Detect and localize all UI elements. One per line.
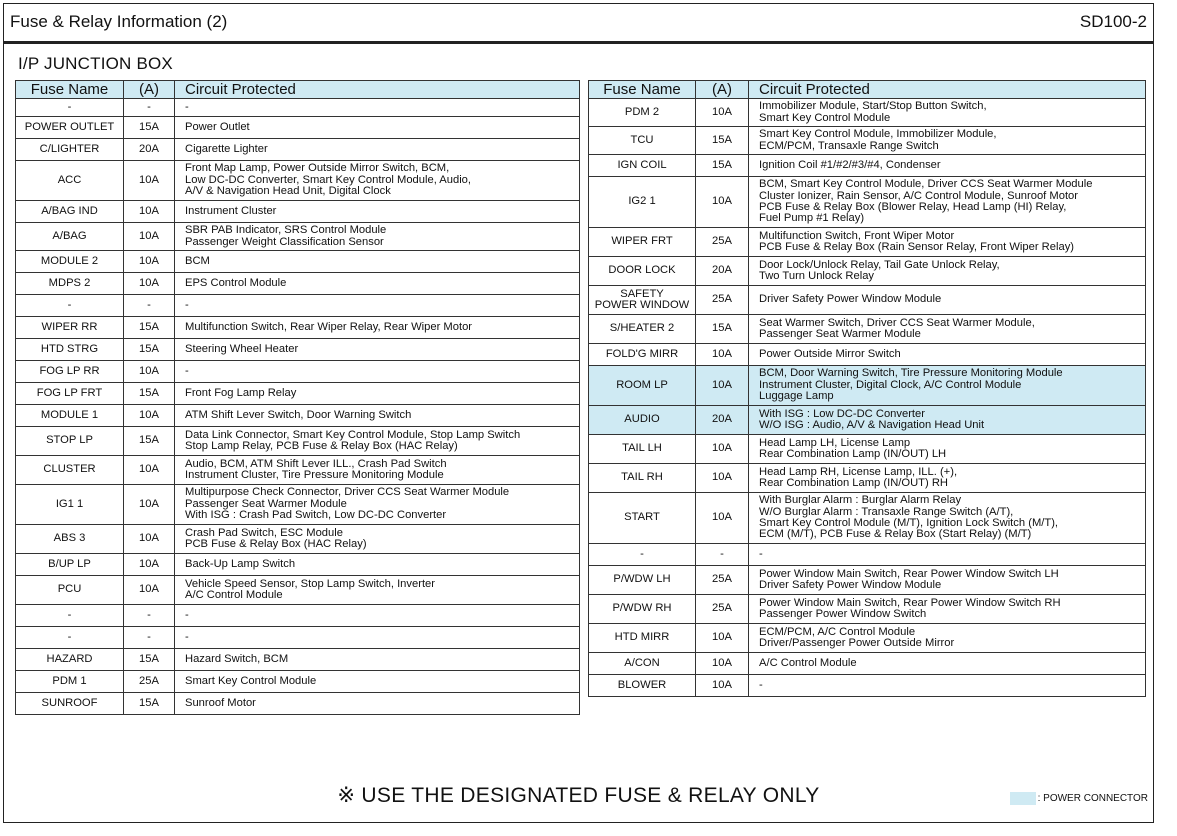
amp-cell: 10A xyxy=(124,223,175,251)
amp-cell: 25A xyxy=(696,566,749,595)
amp-cell: 10A xyxy=(696,464,749,493)
circuit-cell: BCM, Door Warning Switch, Tire Pressure Monitoring Module Instrument Cluster, Digital Clock, A/C Control Module Luggage Lamp xyxy=(749,366,1146,406)
circuit-cell: Driver Safety Power Window Module xyxy=(749,286,1146,315)
table-header-row xyxy=(589,81,1146,99)
fuse-name-cell: IG1 1 xyxy=(16,485,124,525)
table-row xyxy=(589,177,1146,228)
circuit-cell: Data Link Connector, Smart Key Control Module, Stop Lamp Switch Stop Lamp Relay, PCB Fuse & Relay Box (HAC Relay) xyxy=(175,427,580,456)
table-row xyxy=(589,653,1146,675)
amp-cell: 10A xyxy=(696,366,749,406)
table-row xyxy=(16,485,580,525)
table-row xyxy=(589,257,1146,286)
table-row xyxy=(589,566,1146,595)
fuse-name-cell: FOLD'G MIRR xyxy=(589,344,696,366)
amp-cell: 20A xyxy=(124,139,175,161)
table-row xyxy=(16,317,580,339)
fuse-name-cell: START xyxy=(589,493,696,544)
fuse-name-cell: SAFETY POWER WINDOW xyxy=(589,286,696,315)
amp-cell: 10A xyxy=(696,177,749,228)
table-row xyxy=(589,127,1146,155)
fuse-name-cell: - xyxy=(16,295,124,317)
table-row xyxy=(589,544,1146,566)
fuse-name-cell: IG2 1 xyxy=(589,177,696,228)
circuit-cell: SBR PAB Indicator, SRS Control Module Passenger Weight Classification Sensor xyxy=(175,223,580,251)
table-row xyxy=(16,161,580,201)
circuit-cell: Front Map Lamp, Power Outside Mirror Switch, BCM, Low DC-DC Converter, Smart Key Control Module, Audio, A/V & Navigation Head Unit, Digital Clock xyxy=(175,161,580,201)
fuse-name-cell: FOG LP RR xyxy=(16,361,124,383)
amp-cell: 10A xyxy=(696,493,749,544)
table-row xyxy=(16,251,580,273)
table-row xyxy=(589,624,1146,653)
amp-cell: 15A xyxy=(124,427,175,456)
amp-cell: 10A xyxy=(696,344,749,366)
circuit-cell: Multifunction Switch, Front Wiper Motor PCB Fuse & Relay Box (Rain Sensor Relay, Front Wiper Relay) xyxy=(749,228,1146,257)
page-code: SD100-2 xyxy=(1079,12,1147,31)
legend-label: : POWER CONNECTOR xyxy=(1037,793,1148,804)
circuit-cell: Sunroof Motor xyxy=(175,693,580,715)
table-header-row xyxy=(16,81,580,99)
amp-cell: 15A xyxy=(124,693,175,715)
fuse-name-cell: ACC xyxy=(16,161,124,201)
table-row xyxy=(16,383,580,405)
circuit-cell: Power Window Main Switch, Rear Power Window Switch LH Driver Safety Power Window Module xyxy=(749,566,1146,595)
table-row xyxy=(16,99,580,117)
fuse-name-cell: WIPER FRT xyxy=(589,228,696,257)
amp-cell: 10A xyxy=(696,653,749,675)
amp-cell: 10A xyxy=(696,435,749,464)
amp-cell: 10A xyxy=(124,251,175,273)
fuse-name-cell: POWER OUTLET xyxy=(16,117,124,139)
circuit-cell: With Burglar Alarm : Burglar Alarm Relay W/O Burglar Alarm : Transaxle Range Switch (A/T), Smart Key Control Module (M/T), Ignition Lock Switch (M/T), ECM (M/T), PCB Fuse & Relay Box (Start Relay) (M/T) xyxy=(749,493,1146,544)
table-row xyxy=(16,576,580,605)
circuit-cell: - xyxy=(749,544,1146,566)
fuse-name-cell: WIPER RR xyxy=(16,317,124,339)
circuit-cell: - xyxy=(175,295,580,317)
table-row xyxy=(16,139,580,161)
table-row xyxy=(16,117,580,139)
amp-cell: 10A xyxy=(124,273,175,295)
amp-cell: 10A xyxy=(124,161,175,201)
amp-cell: 10A xyxy=(124,361,175,383)
amp-cell: 10A xyxy=(124,554,175,576)
fuse-name-cell: A/BAG IND xyxy=(16,201,124,223)
fuse-name-cell: - xyxy=(16,627,124,649)
amp-cell: 15A xyxy=(124,117,175,139)
table-row xyxy=(16,649,580,671)
circuit-cell: Head Lamp RH, License Lamp, ILL. (+), Rear Combination Lamp (IN/OUT) RH xyxy=(749,464,1146,493)
amp-cell: - xyxy=(124,605,175,627)
table-row xyxy=(16,554,580,576)
table-row xyxy=(589,435,1146,464)
right-fuse-table xyxy=(588,80,1146,697)
circuit-cell: Cigarette Lighter xyxy=(175,139,580,161)
table-row xyxy=(589,366,1146,406)
circuit-cell: Seat Warmer Switch, Driver CCS Seat Warmer Module, Passenger Seat Warmer Module xyxy=(749,315,1146,344)
fuse-name-cell: - xyxy=(16,605,124,627)
circuit-cell: EPS Control Module xyxy=(175,273,580,295)
col-header-fuse-name: Fuse Name xyxy=(589,81,696,99)
fuse-name-cell: TAIL RH xyxy=(589,464,696,493)
document-frame xyxy=(3,3,1154,823)
circuit-cell: - xyxy=(749,675,1146,697)
amp-cell: 25A xyxy=(124,671,175,693)
table-row xyxy=(589,228,1146,257)
amp-cell: 15A xyxy=(124,649,175,671)
amp-cell: 15A xyxy=(696,315,749,344)
amp-cell: 10A xyxy=(124,405,175,427)
table-row xyxy=(16,361,580,383)
amp-cell: - xyxy=(124,99,175,117)
circuit-cell: Head Lamp LH, License Lamp Rear Combination Lamp (IN/OUT) LH xyxy=(749,435,1146,464)
circuit-cell: Power Outlet xyxy=(175,117,580,139)
fuse-name-cell: MODULE 2 xyxy=(16,251,124,273)
fuse-name-cell: A/BAG xyxy=(16,223,124,251)
circuit-cell: Door Lock/Unlock Relay, Tail Gate Unlock Relay, Two Turn Unlock Relay xyxy=(749,257,1146,286)
table-row xyxy=(589,406,1146,435)
circuit-cell: Smart Key Control Module xyxy=(175,671,580,693)
circuit-cell: Multifunction Switch, Rear Wiper Relay, Rear Wiper Motor xyxy=(175,317,580,339)
circuit-cell: Power Outside Mirror Switch xyxy=(749,344,1146,366)
table-row xyxy=(16,456,580,485)
circuit-cell: Back-Up Lamp Switch xyxy=(175,554,580,576)
amp-cell: 25A xyxy=(696,228,749,257)
circuit-cell: Audio, BCM, ATM Shift Lever ILL., Crash Pad Switch Instrument Cluster, Tire Pressure Monitoring Module xyxy=(175,456,580,485)
circuit-cell: Steering Wheel Heater xyxy=(175,339,580,361)
amp-cell: 15A xyxy=(696,155,749,177)
fuse-name-cell: DOOR LOCK xyxy=(589,257,696,286)
left-fuse-table xyxy=(15,80,580,715)
amp-cell: 15A xyxy=(124,383,175,405)
table-row xyxy=(16,295,580,317)
table-row xyxy=(589,286,1146,315)
col-header-circuit: Circuit Protected xyxy=(175,81,580,99)
fuse-name-cell: ABS 3 xyxy=(16,525,124,554)
table-row xyxy=(16,201,580,223)
amp-cell: 10A xyxy=(696,624,749,653)
fuse-name-cell: C/LIGHTER xyxy=(16,139,124,161)
table-row xyxy=(16,671,580,693)
circuit-cell: Multipurpose Check Connector, Driver CCS Seat Warmer Module Passenger Seat Warmer Module With ISG : Crash Pad Switch, Low DC-DC Converter xyxy=(175,485,580,525)
fuse-name-cell: TAIL LH xyxy=(589,435,696,464)
circuit-cell: Crash Pad Switch, ESC Module PCB Fuse & Relay Box (HAC Relay) xyxy=(175,525,580,554)
col-header-amp: (A) xyxy=(696,81,749,99)
circuit-cell: Front Fog Lamp Relay xyxy=(175,383,580,405)
fuse-name-cell: PDM 1 xyxy=(16,671,124,693)
table-row xyxy=(589,464,1146,493)
amp-cell: 10A xyxy=(124,525,175,554)
circuit-cell: Hazard Switch, BCM xyxy=(175,649,580,671)
amp-cell: 10A xyxy=(124,456,175,485)
amp-cell: 10A xyxy=(696,675,749,697)
amp-cell: 15A xyxy=(124,339,175,361)
col-header-amp: (A) xyxy=(124,81,175,99)
table-row xyxy=(16,693,580,715)
amp-cell: - xyxy=(696,544,749,566)
table-row xyxy=(16,627,580,649)
fuse-name-cell: TCU xyxy=(589,127,696,155)
table-row xyxy=(16,223,580,251)
fuse-name-cell: HTD MIRR xyxy=(589,624,696,653)
amp-cell: 10A xyxy=(124,576,175,605)
amp-cell: - xyxy=(124,627,175,649)
circuit-cell: BCM xyxy=(175,251,580,273)
table-row xyxy=(16,273,580,295)
circuit-cell: - xyxy=(175,361,580,383)
usage-notice: ※ USE THE DESIGNATED FUSE & RELAY ONLY xyxy=(337,784,820,807)
circuit-cell: - xyxy=(175,99,580,117)
circuit-cell: With ISG : Low DC-DC Converter W/O ISG : Audio, A/V & Navigation Head Unit xyxy=(749,406,1146,435)
fuse-name-cell: BLOWER xyxy=(589,675,696,697)
table-row xyxy=(589,675,1146,697)
legend xyxy=(1010,792,1148,805)
amp-cell: 15A xyxy=(696,127,749,155)
amp-cell: 10A xyxy=(124,201,175,223)
fuse-name-cell: STOP LP xyxy=(16,427,124,456)
amp-cell: 25A xyxy=(696,286,749,315)
amp-cell: 25A xyxy=(696,595,749,624)
circuit-cell: - xyxy=(175,605,580,627)
fuse-name-cell: - xyxy=(16,99,124,117)
circuit-cell: Ignition Coil #1/#2/#3/#4, Condenser xyxy=(749,155,1146,177)
table-row xyxy=(16,339,580,361)
col-header-circuit: Circuit Protected xyxy=(749,81,1146,99)
fuse-name-cell: P/WDW LH xyxy=(589,566,696,595)
fuse-name-cell: S/HEATER 2 xyxy=(589,315,696,344)
table-row xyxy=(16,605,580,627)
table-row xyxy=(589,315,1146,344)
fuse-name-cell: HAZARD xyxy=(16,649,124,671)
fuse-name-cell: MODULE 1 xyxy=(16,405,124,427)
circuit-cell: Vehicle Speed Sensor, Stop Lamp Switch, Inverter A/C Control Module xyxy=(175,576,580,605)
fuse-name-cell: MDPS 2 xyxy=(16,273,124,295)
table-row xyxy=(589,155,1146,177)
title-bar xyxy=(4,4,1153,44)
amp-cell: 10A xyxy=(124,485,175,525)
circuit-cell: Immobilizer Module, Start/Stop Button Switch, Smart Key Control Module xyxy=(749,99,1146,127)
circuit-cell: - xyxy=(175,627,580,649)
table-row xyxy=(16,427,580,456)
fuse-name-cell: PCU xyxy=(16,576,124,605)
circuit-cell: Instrument Cluster xyxy=(175,201,580,223)
circuit-cell: BCM, Smart Key Control Module, Driver CCS Seat Warmer Module Cluster Ionizer, Rain Sensor, A/C Control Module, Sunroof Motor PCB Fuse & Relay Box (Blower Relay, Head Lamp (HI) Relay, Fuel Pump #1 Relay) xyxy=(749,177,1146,228)
amp-cell: 20A xyxy=(696,406,749,435)
fuse-name-cell: IGN COIL xyxy=(589,155,696,177)
table-row xyxy=(589,344,1146,366)
amp-cell: 15A xyxy=(124,317,175,339)
fuse-name-cell: HTD STRG xyxy=(16,339,124,361)
fuse-name-cell: SUNROOF xyxy=(16,693,124,715)
table-row xyxy=(16,525,580,554)
section-title: I/P JUNCTION BOX xyxy=(18,54,173,73)
fuse-name-cell: B/UP LP xyxy=(16,554,124,576)
fuse-name-cell: A/CON xyxy=(589,653,696,675)
circuit-cell: ATM Shift Lever Switch, Door Warning Switch xyxy=(175,405,580,427)
amp-cell: 20A xyxy=(696,257,749,286)
table-row xyxy=(16,405,580,427)
col-header-fuse-name: Fuse Name xyxy=(16,81,124,99)
fuse-name-cell: FOG LP FRT xyxy=(16,383,124,405)
circuit-cell: ECM/PCM, A/C Control Module Driver/Passenger Power Outside Mirror xyxy=(749,624,1146,653)
power-connector-swatch xyxy=(1010,792,1036,805)
circuit-cell: Power Window Main Switch, Rear Power Window Switch RH Passenger Power Window Switch xyxy=(749,595,1146,624)
circuit-cell: A/C Control Module xyxy=(749,653,1146,675)
circuit-cell: Smart Key Control Module, Immobilizer Module, ECM/PCM, Transaxle Range Switch xyxy=(749,127,1146,155)
fuse-name-cell: P/WDW RH xyxy=(589,595,696,624)
table-row xyxy=(589,99,1146,127)
table-row xyxy=(589,595,1146,624)
fuse-name-cell: PDM 2 xyxy=(589,99,696,127)
amp-cell: - xyxy=(124,295,175,317)
page-title: Fuse & Relay Information (2) xyxy=(10,12,228,31)
fuse-name-cell: ROOM LP xyxy=(589,366,696,406)
fuse-name-cell: CLUSTER xyxy=(16,456,124,485)
fuse-name-cell: - xyxy=(589,544,696,566)
amp-cell: 10A xyxy=(696,99,749,127)
table-row xyxy=(589,493,1146,544)
fuse-name-cell: AUDIO xyxy=(589,406,696,435)
